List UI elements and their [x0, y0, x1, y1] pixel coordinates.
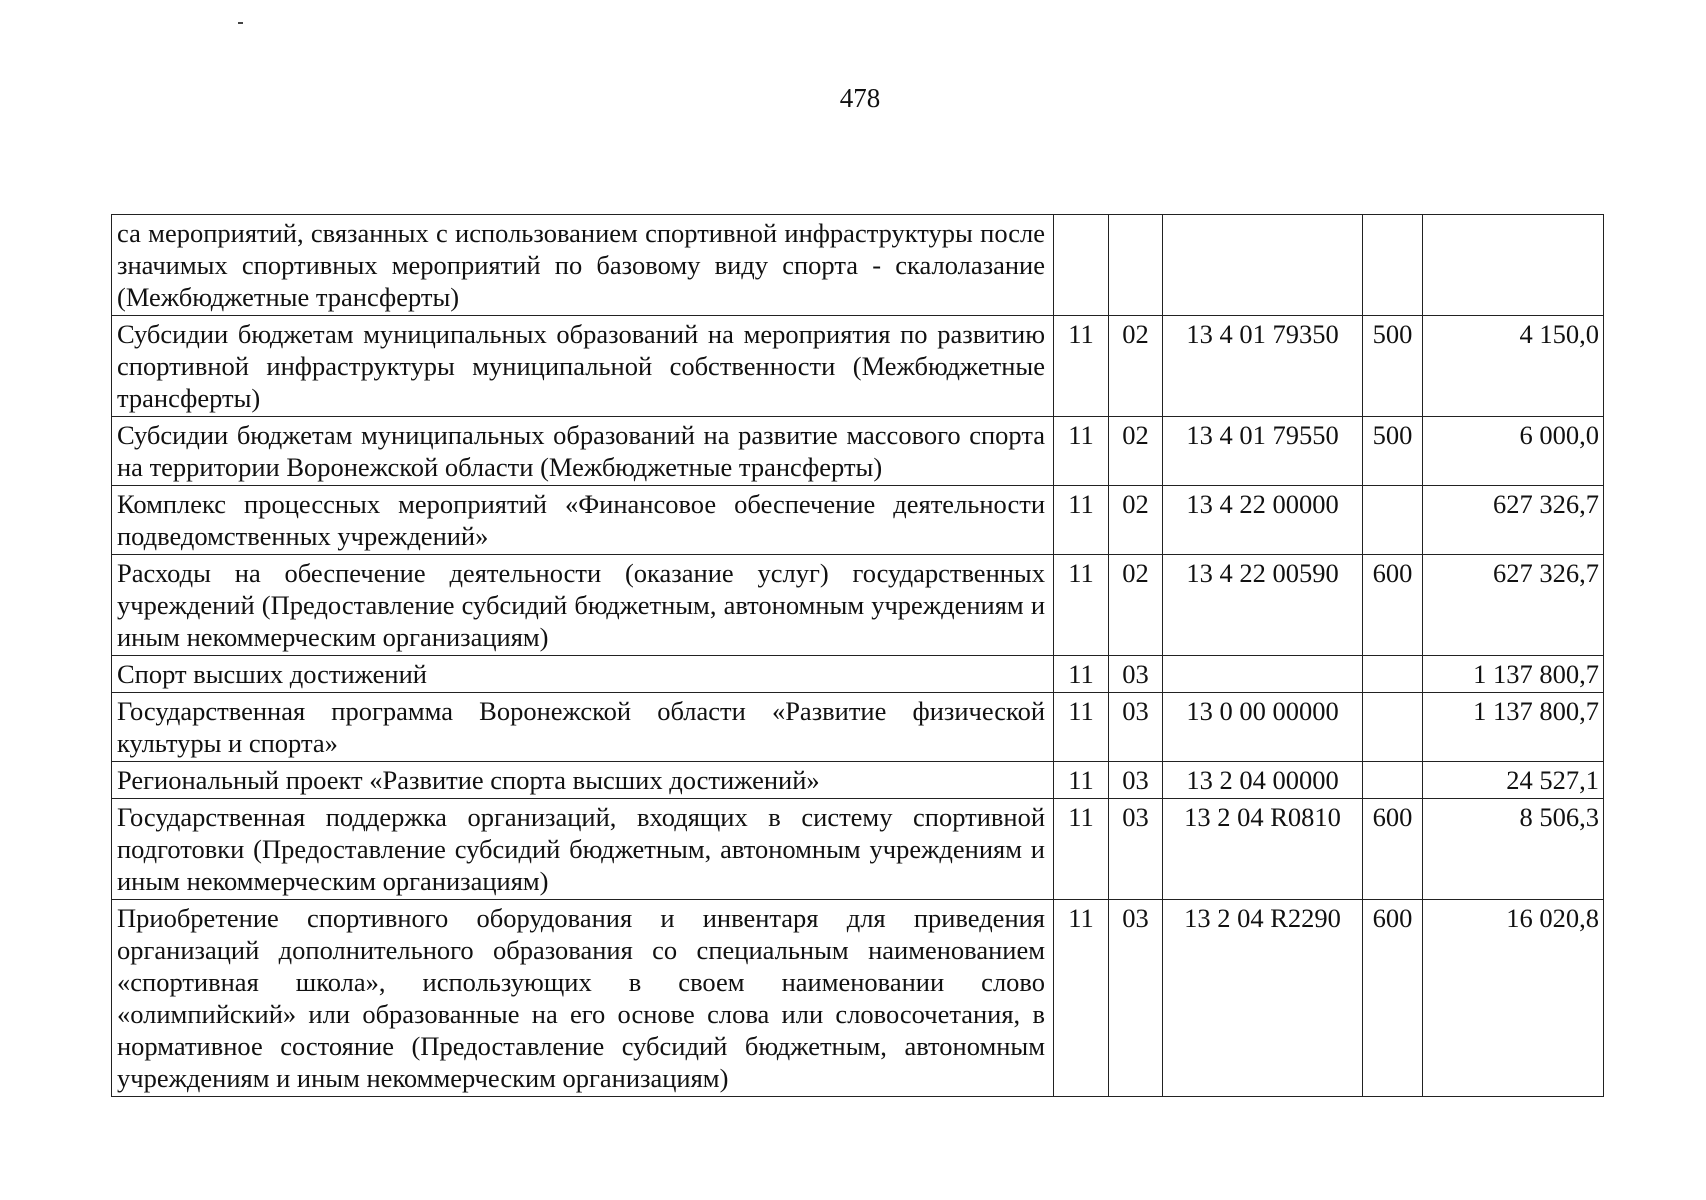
table-row	[112, 762, 1604, 799]
target-article-cell: 13 4 01 79350	[1163, 316, 1363, 417]
target-article-cell: 13 4 22 00590	[1163, 555, 1363, 656]
amount-cell: 1 137 800,7	[1423, 693, 1604, 762]
target-article-cell: 13 4 01 79550	[1163, 417, 1363, 486]
expense-type-cell: 600	[1363, 900, 1423, 1097]
table-row	[112, 900, 1604, 1097]
table-row	[112, 417, 1604, 486]
subsection-code-cell: 03	[1109, 693, 1163, 762]
target-article-cell: 13 2 04 R2290	[1163, 900, 1363, 1097]
amount-cell: 8 506,3	[1423, 799, 1604, 900]
target-article-cell: 13 2 04 R0810	[1163, 799, 1363, 900]
expense-type-cell	[1363, 762, 1423, 799]
table-row	[112, 555, 1604, 656]
amount-cell: 4 150,0	[1423, 316, 1604, 417]
row-name-cell: са мероприятий, связанных с использованием спортивной инфраструктуры после значимых спортивных мероприятий по базовому виду спорта - скалолазание (Межбюджетные трансферты)	[112, 215, 1054, 316]
target-article-cell: 13 0 00 00000	[1163, 693, 1363, 762]
section-code-cell	[1054, 215, 1109, 316]
section-code-cell: 11	[1054, 900, 1109, 1097]
section-code-cell: 11	[1054, 417, 1109, 486]
table-body	[112, 215, 1604, 1097]
subsection-code-cell: 03	[1109, 656, 1163, 693]
expense-type-cell: 600	[1363, 555, 1423, 656]
table-row	[112, 799, 1604, 900]
expense-type-cell: 600	[1363, 799, 1423, 900]
table-row	[112, 316, 1604, 417]
row-name-cell: Государственная поддержка организаций, входящих в систему спортивной подготовки (Предоставление субсидий бюджетным, автономным учреждениям и иным некоммерческим организациям)	[112, 799, 1054, 900]
row-name-cell: Расходы на обеспечение деятельности (оказание услуг) государственных учреждений (Предоставление субсидий бюджетным, автономным учреждениям и иным некоммерческим организациям)	[112, 555, 1054, 656]
section-code-cell: 11	[1054, 316, 1109, 417]
table-row	[112, 215, 1604, 316]
subsection-code-cell	[1109, 215, 1163, 316]
row-name-cell: Субсидии бюджетам муниципальных образований на мероприятия по развитию спортивной инфраструктуры муниципальной собственности (Межбюджетные трансферты)	[112, 316, 1054, 417]
target-article-cell: 13 2 04 00000	[1163, 762, 1363, 799]
subsection-code-cell: 03	[1109, 762, 1163, 799]
section-code-cell: 11	[1054, 799, 1109, 900]
row-name-cell: Региональный проект «Развитие спорта высших достижений»	[112, 762, 1054, 799]
expense-type-cell	[1363, 693, 1423, 762]
row-name-cell: Комплекс процессных мероприятий «Финансовое обеспечение деятельности подведомственных учреждений»	[112, 486, 1054, 555]
amount-cell: 627 326,7	[1423, 555, 1604, 656]
row-name-cell: Спорт высших достижений	[112, 656, 1054, 693]
scan-mark	[238, 22, 243, 24]
expense-type-cell	[1363, 486, 1423, 555]
target-article-cell: 13 4 22 00000	[1163, 486, 1363, 555]
subsection-code-cell: 02	[1109, 316, 1163, 417]
subsection-code-cell: 02	[1109, 555, 1163, 656]
amount-cell: 16 020,8	[1423, 900, 1604, 1097]
target-article-cell	[1163, 215, 1363, 316]
amount-cell: 1 137 800,7	[1423, 656, 1604, 693]
target-article-cell	[1163, 656, 1363, 693]
section-code-cell: 11	[1054, 555, 1109, 656]
amount-cell: 24 527,1	[1423, 762, 1604, 799]
subsection-code-cell: 03	[1109, 799, 1163, 900]
row-name-cell: Государственная программа Воронежской области «Развитие физической культуры и спорта»	[112, 693, 1054, 762]
section-code-cell: 11	[1054, 656, 1109, 693]
expense-type-cell: 500	[1363, 316, 1423, 417]
table-row	[112, 693, 1604, 762]
page-number: 478	[839, 83, 881, 113]
amount-cell	[1423, 215, 1604, 316]
expense-type-cell	[1363, 215, 1423, 316]
row-name-cell: Субсидии бюджетам муниципальных образований на развитие массового спорта на территории Воронежской области (Межбюджетные трансферты)	[112, 417, 1054, 486]
row-name-cell: Приобретение спортивного оборудования и инвентаря для приведения организаций дополнительного образования со специальным наименованием «спортивная школа», использующих в своем наименовании слово «олимпийский» или образованные на его основе слова или словосочетания, в нормативное состояние (Предоставление субсидий бюджетным, автономным учреждениям и иным некоммерческим организациям)	[112, 900, 1054, 1097]
subsection-code-cell: 02	[1109, 486, 1163, 555]
section-code-cell: 11	[1054, 762, 1109, 799]
budget-table	[111, 214, 1604, 1097]
subsection-code-cell: 02	[1109, 417, 1163, 486]
table-row	[112, 486, 1604, 555]
subsection-code-cell: 03	[1109, 900, 1163, 1097]
expense-type-cell	[1363, 656, 1423, 693]
amount-cell: 627 326,7	[1423, 486, 1604, 555]
expense-type-cell: 500	[1363, 417, 1423, 486]
amount-cell: 6 000,0	[1423, 417, 1604, 486]
section-code-cell: 11	[1054, 693, 1109, 762]
section-code-cell: 11	[1054, 486, 1109, 555]
table-row	[112, 656, 1604, 693]
